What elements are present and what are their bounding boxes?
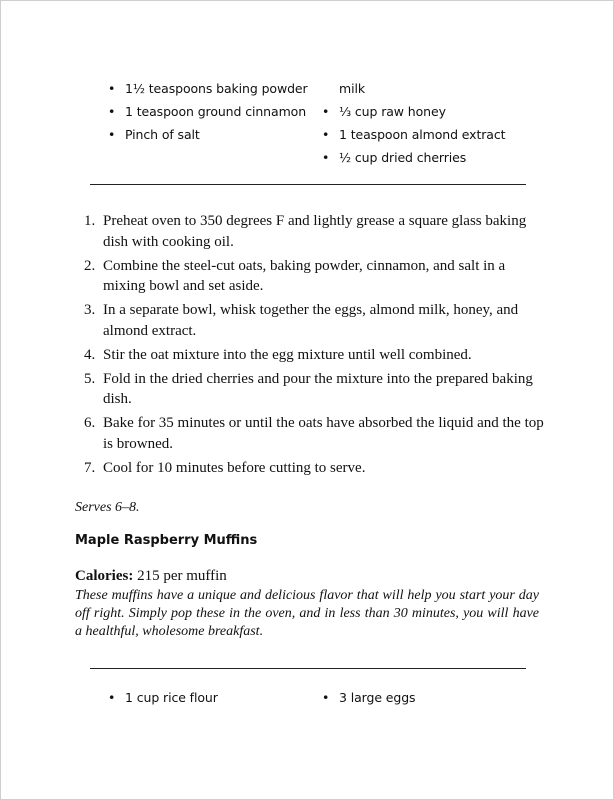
instruction-step: 5. Fold in the dried cherries and pour the mixture into the prepared baking dish. [84,370,533,407]
instruction-step: 7. Cool for 10 minutes before cutting to serve. [84,459,366,476]
bullet-icon: • [108,690,116,705]
recipe-intro: These muffins have a unique and delicious flavor that will help you start your day off right. Simply pop these in the oven, and in less than 30 minutes, you will have a healthful, wholesome breakfast. [75,588,539,639]
ingredients-right-column [322,77,505,169]
ingredient-item: • ½ cup dried cherries [322,146,505,169]
instruction-step: 2. Combine the steel-cut oats, baking powder, cinnamon, and salt in a mixing bowl and set aside. [84,257,506,294]
calories-line [75,568,227,585]
divider-rule [90,184,526,185]
bullet-icon: • [108,81,116,96]
instruction-step: 6. Bake for 35 minutes or until the oats have absorbed the liquid and the top is browned. [84,415,544,452]
ingredients-left-column [108,77,308,146]
ingredient-item: • Pinch of salt [108,123,308,146]
instruction-step: 4. Stir the oat mixture into the egg mixture until well combined. [84,346,472,363]
instruction-step: 1. Preheat oven to 350 degrees F and lightly grease a square glass baking dish with cooking oil. [84,213,527,250]
bullet-icon: • [322,150,330,165]
recipe-title: Maple Raspberry Muffins [75,533,258,548]
bullet-icon: • [108,127,116,142]
ingredient-item: • 1½ teaspoons baking powder [108,77,308,100]
calories-label: Calories: [75,568,134,584]
instructions-list [75,211,545,482]
bullet-icon: • [322,690,330,705]
divider-rule [90,668,526,669]
muffin-ingredients-left-column [108,686,218,709]
bullet-icon: • [322,104,330,119]
ingredient-item: • 3 large eggs [322,686,415,709]
ingredient-item: • 1 cup rice flour [108,686,218,709]
calories-value: 215 per muffin [137,568,227,584]
ingredient-item: • 1 teaspoon ground cinnamon [108,100,308,123]
ingredient-item: • ⅓ cup raw honey [322,100,505,123]
ingredient-continuation: milk [339,81,365,96]
ingredient-item: • 1 teaspoon almond extract [322,123,505,146]
instruction-step: 3. In a separate bowl, whisk together the eggs, almond milk, honey, and almond extract. [84,302,519,339]
muffin-ingredients-right-column [322,686,415,709]
bullet-icon: • [322,127,330,142]
serves-note: Serves 6–8. [75,500,140,515]
bullet-icon: • [108,104,116,119]
